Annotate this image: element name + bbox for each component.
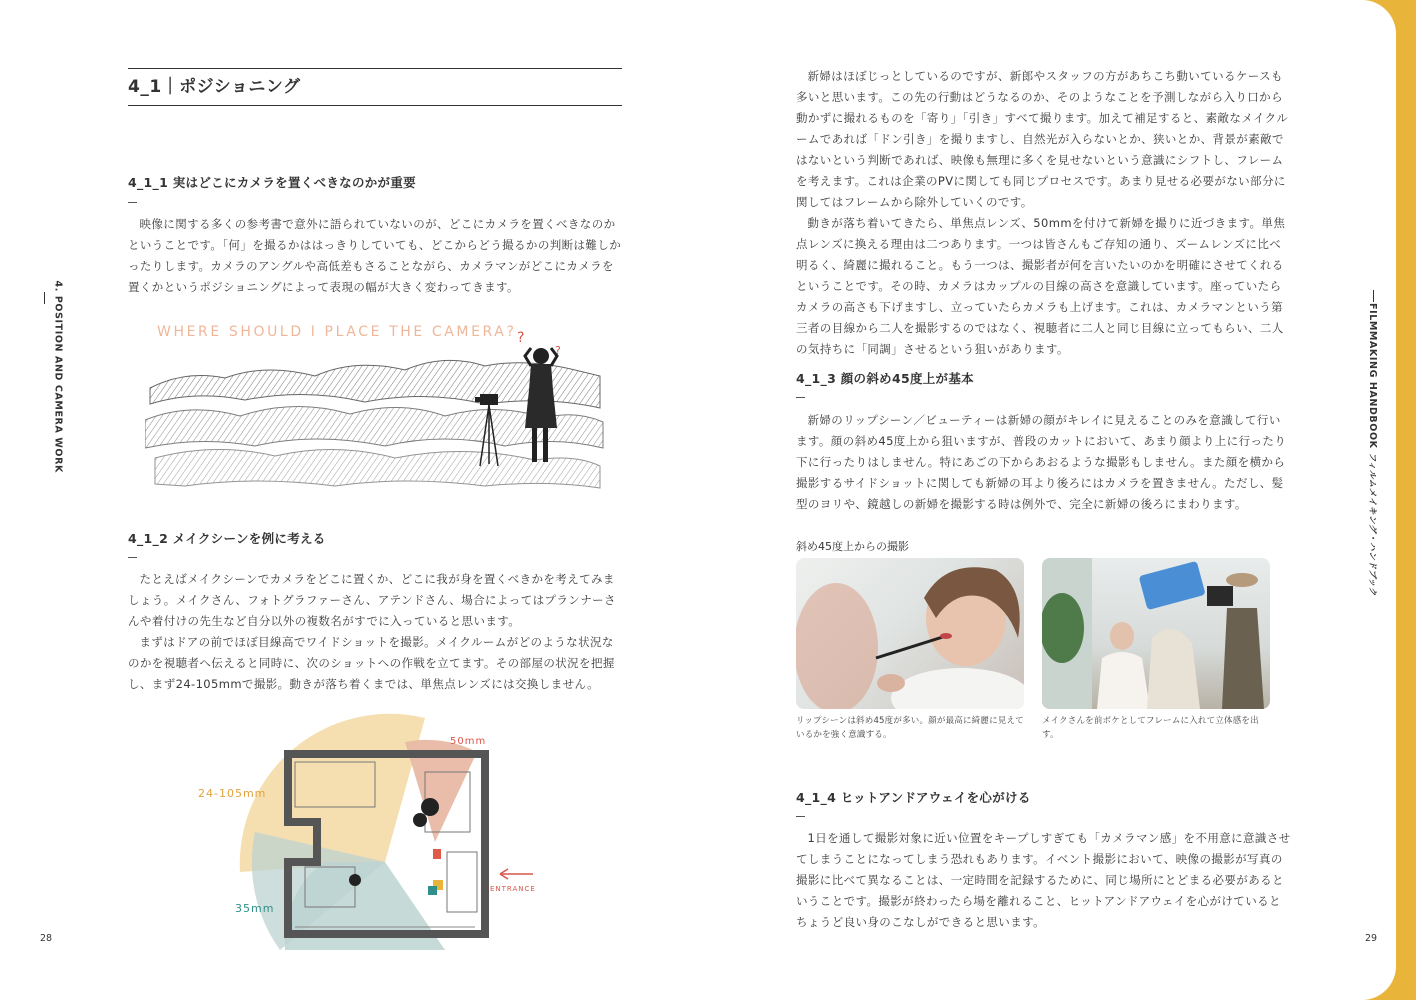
section-heading-4-1-2: 4_1_2 メイクシーンを例に考える (128, 531, 326, 546)
chapter-title: 4_1｜ポジショニング (128, 68, 622, 106)
paragraph: 動きが落ち着いてきたら、単焦点レンズ、50mmを付けて新婦を撮りに近づきます。単焦点レンズに換える理由は二つあります。一つは皆さんもご存知の通り、ズームレンズに比べ明るく、綺麗に撮れること。もう一つは、撮影者が何を言いたいのかを明確にさせてくれるということです。その時、カメラはカップルの目線の高さを意識しています。座っていたらカメラの高さも下げますし、立っていたらカメラも上げます。これは、カメラマンという第三者の目線から二人を撮影するのではなく、視聴者に二人と同じ目線に立ってもらい、二人の気持ちに「同調」させるという狙いがあります。 (796, 216, 1286, 356)
paragraph: たとえばメイクシーンでカメラをどこに置くか、どこに我が身を置くべきかを考えてみましょう。メイクさん、フォトグラファーさん、アテンドさん、場合によってはプランナーさんや着付けの先生など自分以外の複数名がすでに入っていると思います。 (128, 572, 616, 628)
paragraph: まずはドアの前でほぼ目線高でワイドショットを撮影。メイクルームがどのような状況なのかを視聴者へ伝えると同時に、次のショットへの作戦を立てます。その部屋の状況を把握し、まず24-105mmで撮影。動きが落ち着くまでは、単焦点レンズには交換しません。 (128, 635, 615, 691)
right-side-label (1367, 303, 1379, 596)
left-side-label: 4. POSITION AND CAMERA WORK (52, 280, 64, 473)
side-label-jp: フィルムメイキング・ハンドブック (1367, 452, 1377, 596)
room-floorplan-drawing (195, 712, 555, 952)
side-label-en: FILMMAKING HANDBOOK (1367, 303, 1378, 449)
paragraph: 1日を通して撮影対象に近い位置をキープしすぎても「カメラマン感」を不用意に意識させてしまうことになってしまう恐れもあります。イベント撮影において、映像の撮影が写真の撮影に比べて異なることは、一定時間を記録するために、同じ場所にとどまる必要があるということです。撮影が終わったら場を離れること、ヒットアンドアウェイを心がけているとちょうど良い身のこなしができると思います。 (796, 831, 1291, 929)
page-number-right: 29 (1365, 933, 1378, 944)
bride-with-crew-image (1042, 558, 1270, 709)
section-heading-4-1-1: 4_1_1 実はどこにカメラを置くべきなのかが重要 (128, 175, 416, 190)
section-body-4-1-2 (128, 569, 624, 695)
section-body-4-1-4 (796, 828, 1292, 933)
photo-caption-1: リップシーンは斜め45度が多い。顔が最高に綺麗に見えているかを強く意識する。 (796, 716, 1024, 740)
paragraph: 映像に関する多くの参考書で意外に語られていないのが、どこにカメラを置くべきなのかということです。「何」を撮るかははっきりしていても、どこからどう撮るかの判断は難しかったりします。カメラのアングルや高低差もさることながら、カメラマンがどこにカメラを置くかというポジショニングによって表現の幅が大きく変わってきます。 (128, 217, 622, 294)
label-35mm: 35mm (235, 902, 275, 915)
heading-dash (128, 202, 137, 203)
section-body-4-1-1 (128, 214, 624, 298)
section-body-4-1-3 (796, 410, 1292, 515)
room-fov-diagram (195, 712, 555, 952)
paragraph: 新婦のリップシーン／ビューティーは新婦の顔がキレイに見えることのみを意識して行います。顔の斜め45度上から狙いますが、普段のカットにおいて、あまり顔より上に行ったり下に行ったりはしません。特にあごの下からあおるような撮影もしません。また顔を横から撮影するサイドショットに関しても新婦の耳より後ろにはカメラを置きません。ただし、髪型のヨリや、鏡越しの新婦を撮影する時は例外で、完全に新婦の後ろにまわります。 (796, 413, 1287, 511)
bride-makeup-image (796, 558, 1024, 709)
label-24-105mm: 24-105mm (198, 787, 267, 800)
mountain-landscape-drawing (145, 318, 605, 494)
right-intro-text (796, 66, 1292, 360)
left-side-rule (44, 292, 45, 304)
camera-placement-illustration (145, 318, 605, 494)
photo-caption-2: メイクさんを前ボケとしてフレームに入れて立体感を出す。 (1042, 716, 1259, 740)
illustration-caption: WHERE SHOULD I PLACE THE CAMERA? (157, 324, 517, 340)
section-heading-4-1-3: 4_1_3 顔の斜め45度上が基本 (796, 371, 974, 386)
heading-dash (796, 397, 805, 398)
section-heading-4-1-4: 4_1_4 ヒットアンドアウェイを心がける (796, 790, 1031, 805)
question-mark-1: ? (517, 330, 525, 346)
lip-scene-photo (796, 558, 1024, 709)
makeup-artist-photo (1042, 558, 1270, 709)
paragraph: 新婦はほぼじっとしているのですが、新郎やスタッフの方があちこち動いているケースも多いと思います。この先の行動はどうなるのか、そのようなことを予測しながら入り口から動かずに撮れるものを「寄り」「引き」すべて撮ります。加えて補足すると、素敵なメイクルームであれば「ドン引き」を撮りますし、自然光が入らないとか、狭いとか、背景が素敵ではないという判断であれば、映像も無理に多くを見せないという意識にシフトし、フレームを考えます。これは企業のPVに関しても同じプロセスです。あまり見せる必要がない部分に関してはフレームから除外していくのです。 (796, 69, 1289, 209)
heading-dash (796, 816, 805, 817)
right-side-rule (1373, 290, 1374, 302)
heading-dash (128, 557, 137, 558)
question-mark-2: ? (555, 344, 561, 357)
page-number-left: 28 (40, 933, 53, 944)
label-entrance: ENTRANCE (490, 885, 536, 893)
photo-title: 斜め45度上からの撮影 (796, 540, 909, 553)
label-50mm: 50mm (450, 736, 487, 747)
